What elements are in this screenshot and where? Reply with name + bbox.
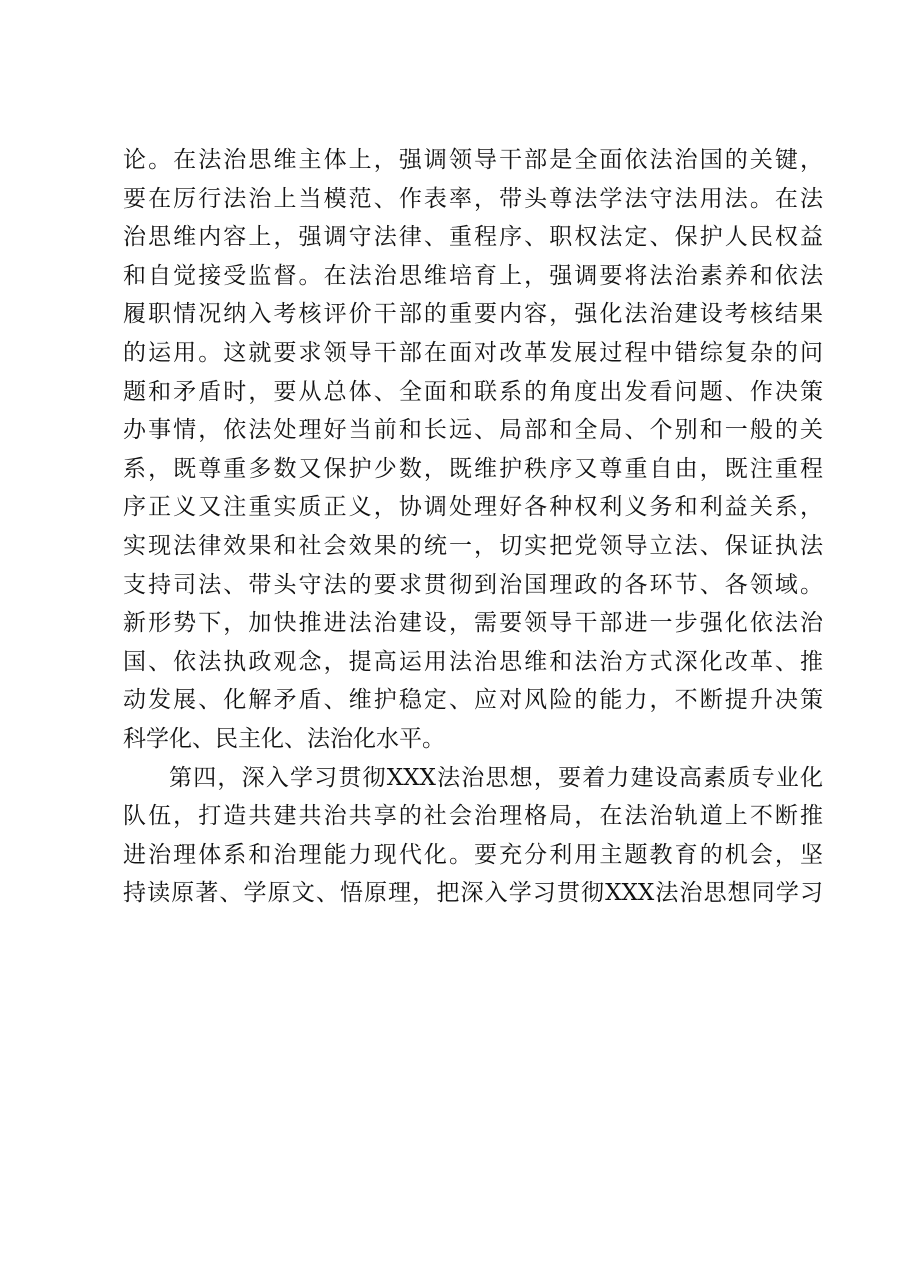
text-line: 治思维内容上，强调守法律、重程序、职权法定、保护人民权益 <box>123 224 823 251</box>
text-line: 进治理体系和治理能力现代化。要充分利用主题教育的机会，坚 <box>123 841 823 868</box>
text-line: 国、依法执政观念，提高运用法治思维和法治方式深化改革、推 <box>123 648 823 675</box>
text-line: 系，既尊重多数又保护少数，既维护秩序又尊重自由，既注重程 <box>123 455 823 482</box>
text-line: 实现法律效果和社会效果的统一，切实把党领导立法、保证执法 <box>123 532 823 559</box>
text-line: 队伍，打造共建共治共享的社会治理格局，在法治轨道上不断推 <box>123 803 823 830</box>
text-line: 持读原著、学原文、悟原理，把深入学习贯彻XXX法治思想同学习 <box>123 880 823 907</box>
text-line: 论。在法治思维主体上，强调领导干部是全面依法治国的关键， <box>123 147 823 173</box>
text-line: 履职情况纳入考核评价干部的重要内容，强化法治建设考核结果 <box>123 301 823 328</box>
body-text <box>123 141 823 913</box>
text-line: 动发展、化解矛盾、维护稳定、应对风险的能力，不断提升决策 <box>123 687 823 714</box>
text-line: 题和矛盾时，要从总体、全面和联系的角度出发看问题、作决策 <box>123 378 823 405</box>
text-line: 办事情，依法处理好当前和长远、局部和全局、个别和一般的关 <box>123 417 823 444</box>
text-line: 支持司法、带头守法的要求贯彻到治国理政的各环节、各领域。 <box>123 571 823 598</box>
text-line: 新形势下，加快推进法治建设，需要领导干部进一步强化依法治 <box>123 610 823 637</box>
text-line: 第四，深入学习贯彻XXX法治思想，要着力建设高素质专业化 <box>169 764 823 791</box>
text-line: 科学化、民主化、法治化水平。 <box>123 725 445 752</box>
text-line: 和自觉接受监督。在法治思维培育上，强调要将法治素养和依法 <box>123 262 823 289</box>
text-line: 序正义又注重实质正义，协调处理好各种权利义务和利益关系， <box>123 494 823 521</box>
text-line: 的运用。这就要求领导干部在面对改革发展过程中错综复杂的问 <box>123 339 823 366</box>
text-line: 要在厉行法治上当模范、作表率，带头尊法学法守法用法。在法 <box>123 185 823 212</box>
